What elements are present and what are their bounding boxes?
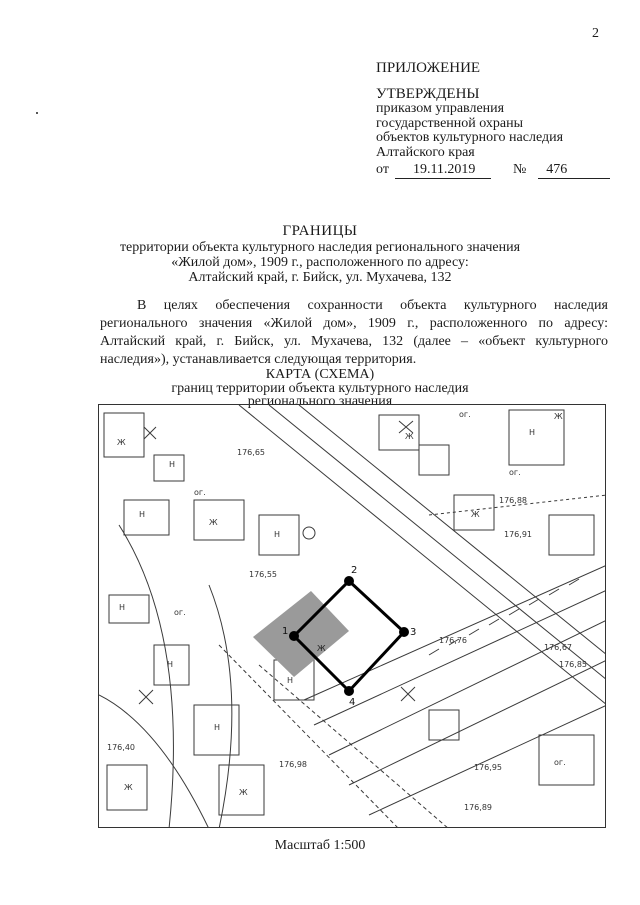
utility-line <box>259 665 449 828</box>
map-subtitle-line: границ территории объекта культурного наследия <box>171 380 469 396</box>
approval-line: Алтайского края <box>376 144 475 160</box>
building <box>194 500 244 540</box>
elevation-label: 176,65 <box>237 448 265 457</box>
elevation-label: 176,98 <box>279 760 307 769</box>
approval-line: государственной охраны <box>376 115 524 131</box>
building <box>429 710 459 740</box>
boundary-point-1 <box>289 631 299 641</box>
object-label: Ж <box>317 644 326 653</box>
boundary-point-label: 1 <box>282 626 289 637</box>
elevation-label: 176,85 <box>559 660 587 669</box>
document-title: ГРАНИЦЫ <box>282 223 358 239</box>
map-label: Н <box>169 460 176 469</box>
elevation-label: 176,95 <box>474 763 502 772</box>
map-label: Н <box>529 428 536 437</box>
map-label: Ж <box>124 783 133 792</box>
boundary-point-label: 2 <box>351 565 358 576</box>
map-label: Ж <box>239 788 248 797</box>
map-label: ог. <box>174 608 186 617</box>
road-edge-line <box>369 705 606 815</box>
body-paragraph: В целях обеспечения сохранности объекта культурного наследия регионального значения «Жилой дом», 1909 г., расположенного по адресу: Алтайский край, г. Бийск, ул. Мухачева, 132 (далее – «объект культурного наследия»), устанавливается следующая территория. <box>100 298 608 367</box>
boundary-point-4 <box>344 686 354 696</box>
map-label: Ж <box>471 510 480 519</box>
order-number: 476 <box>538 162 610 179</box>
elevation-label: 176,89 <box>464 803 492 812</box>
date-prefix: от <box>376 162 389 177</box>
curved-path <box>99 695 209 828</box>
subtitle-line: территории объекта культурного наследия регионального значения <box>119 240 521 255</box>
utility-line <box>219 645 399 828</box>
cross-mark <box>144 427 156 439</box>
object-area <box>253 591 349 677</box>
map-label: Н <box>214 723 221 732</box>
map-label: Н <box>139 510 146 519</box>
document-subtitle <box>0 240 640 285</box>
elevation-label: 176,67 <box>544 643 572 652</box>
elevation-label: 176,91 <box>504 530 532 539</box>
boundary-point-label: 3 <box>410 627 417 638</box>
subtitle-line: Алтайский край, г. Бийск, ул. Мухачева, 132 <box>188 270 452 285</box>
number-prefix: № <box>512 162 527 177</box>
map-title: КАРТА (СХЕМА) <box>265 367 375 382</box>
approval-line: приказом управления <box>376 101 505 116</box>
building <box>109 595 149 623</box>
map-label: Ж <box>209 518 218 527</box>
survey-circle <box>303 527 315 539</box>
boundary-point-3 <box>399 627 409 637</box>
approval-line: объектов культурного наследия <box>376 130 564 145</box>
building <box>104 413 144 457</box>
road-edge-line <box>314 590 606 725</box>
order-row <box>376 162 610 179</box>
map-label: Н <box>167 660 174 669</box>
map-label: Н <box>274 530 281 539</box>
map-label: Ж <box>405 432 414 441</box>
building <box>539 735 594 785</box>
page-number: 2 <box>592 26 599 41</box>
approval-stamp <box>376 60 610 179</box>
building <box>419 445 449 475</box>
map-label: Ж <box>117 438 126 447</box>
boundary-point-label: 4 <box>349 697 356 708</box>
map-scale: Масштаб 1:500 <box>274 838 366 853</box>
road-edge-line <box>299 405 606 655</box>
approved-heading: УТВЕРЖДЕНЫ <box>376 86 480 102</box>
map-subtitle-line: регионального значения <box>247 394 393 409</box>
map-title-block <box>0 368 640 409</box>
building <box>124 500 169 535</box>
map-label: ог. <box>509 468 521 477</box>
map-drawing <box>99 405 606 828</box>
map-label: Ж <box>554 412 563 421</box>
order-date: 19.11.2019 <box>395 162 491 179</box>
elevation-label: 176,55 <box>249 570 277 579</box>
map-label: Н <box>119 603 126 612</box>
cross-mark <box>401 687 415 701</box>
elevation-label: 176,76 <box>439 636 467 645</box>
map-label: ог. <box>554 758 566 767</box>
stray-mark <box>36 112 38 114</box>
appendix-label: ПРИЛОЖЕНИЕ <box>376 60 481 76</box>
elevation-label: 176,88 <box>499 496 527 505</box>
map-label: ог. <box>194 488 206 497</box>
building <box>549 515 594 555</box>
boundary-point-2 <box>344 576 354 586</box>
subtitle-line: «Жилой дом», 1909 г., расположенного по адресу: <box>171 255 469 270</box>
curved-path <box>209 585 232 828</box>
elevation-label: 176,40 <box>107 743 135 752</box>
cross-mark <box>139 690 153 704</box>
map-label: Н <box>287 676 294 685</box>
map-label: ог. <box>459 410 471 419</box>
cadastral-map <box>98 404 606 828</box>
